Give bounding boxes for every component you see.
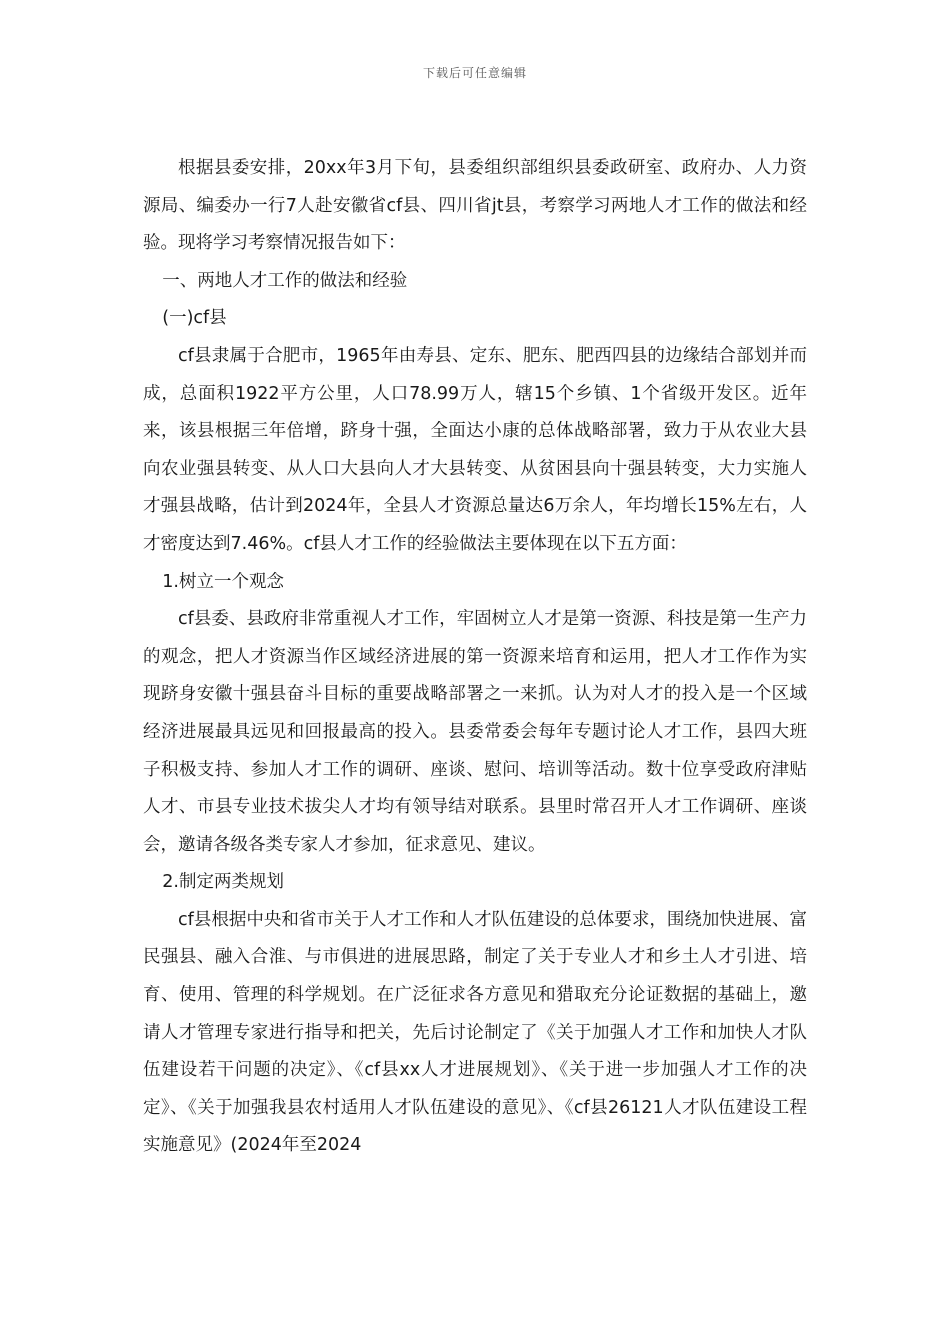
subsection-heading: (一)cf县 [162,308,227,329]
page-header: 下载后可任意编辑 [422,66,527,80]
item-heading-2: 2.制定两类规划 [162,872,284,893]
intro-paragraph: 根据县委安排，20xx年3月下旬，县委组织部组织县委政研室、政府办、人力资源局、编委办一行7人赴安徽省cf县、四川省jt县，考察学习两地人才工作的做法和经验。现将学习考察情况报告如下： [143,158,807,254]
county-overview-paragraph: cf县隶属于合肥市，1965年由寿县、定东、肥东、肥西四县的边缘结合部划并而成，总面积1922平方公里，人口78.99万人，辖15个乡镇、1个省级开发区。近年来，该县根据三年倍增，跻身十强，全面达小康的总体战略部署，致力于从农业大县向农业强县转变、从人口大县向人才大县转变、从贫困县向十强县转变，大力实施人才强县战略，估计到2024年，全县人才资源总量达6万余人，年均增长15%左右，人才密度达到7.46%。cf县人才工作的经验做法主要体现在以下五方面： [143,345,807,554]
item-paragraph-1: cf县委、县政府非常重视人才工作，牢固树立人才是第一资源、科技是第一生产力的观念，把人才资源当作区域经济进展的第一资源来培育和运用，把人才工作作为实现跻身安徽十强县奋斗目标的重要战略部署之一来抓。认为对人才的投入是一个区域经济进展最具远见和回报最高的投入。县委常委会每年专题讨论人才工作，县四大班子积极支持、参加人才工作的调研、座谈、慰问、培训等活动。数十位享受政府津贴人才、市县专业技术拔尖人才均有领导结对联系。县里时常召开人才工作调研、座谈会，邀请各级各类专家人才参加，征求意见、建议。 [143,609,807,855]
item-paragraph-2: cf县根据中央和省市关于人才工作和人才队伍建设的总体要求，围绕加快进展、富民强县、融入合淮、与市俱进的进展思路，制定了关于专业人才和乡土人才引进、培育、使用、管理的科学规划。在广泛征求各方意见和猎取充分论证数据的基础上，邀请人才管理专家进行指导和把关，先后讨论制定了《关于加强人才工作和加快人才队伍建设若干问题的决定》、《cf县xx人才进展规划》、《关于进一步加强人才工作的决定》、《关于加强我县农村适用人才队伍建设的意见》、《cf县26121人才队伍建设工程实施意见》(2024年至2024 [143,909,807,1156]
item-heading-1: 1.树立一个观念 [162,571,284,592]
document-body [143,150,807,1165]
section-heading: 一、两地人才工作的做法和经验 [162,270,408,291]
